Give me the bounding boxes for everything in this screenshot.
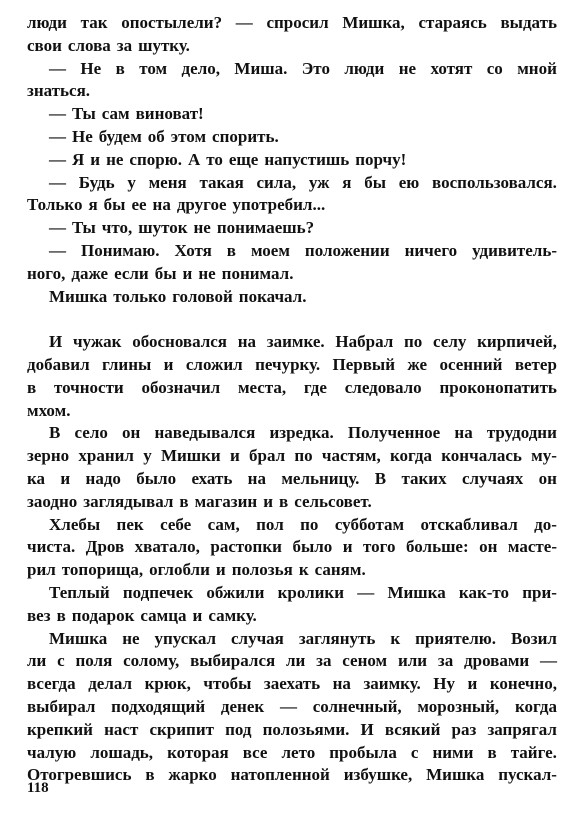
text-line: крепкий наст скрипит под полозьями. И всякий раз запрягал — [27, 719, 557, 739]
text-line: И чужак обосновался на заимке. Набрал по селу кирпичей, — [49, 332, 557, 352]
text-line: мхом. — [27, 400, 71, 420]
text-line: — Не будем об этом спорить. — [49, 126, 279, 146]
text-line: выбирал подходящий денек — солнечный, морозный, когда — [27, 696, 557, 716]
body-text — [27, 12, 557, 787]
text-line: В село он наведывался изредка. Полученное на трудодни — [49, 423, 557, 443]
text-line: Только я бы ее на другое употребил... — [27, 195, 326, 215]
text-line: — Ты что, шуток не понимаешь? — [49, 218, 315, 238]
text-line: — Не в том дело, Миша. Это люди не хотят со мной — [49, 58, 557, 78]
page-number: 118 — [27, 780, 49, 796]
paragraph-gap — [27, 308, 557, 331]
text-line: Хлебы пек себе сам, пол по субботам отскабливал до- — [49, 514, 557, 534]
text-line: в точности обозначил места, где следовало проконопатить — [27, 377, 557, 397]
text-line: — Будь у меня такая сила, уж я бы ею воспользовался. — [49, 172, 557, 192]
text-line: — Ты сам виноват! — [49, 104, 204, 124]
text-line: Отогревшись в жарко натопленной избушке, Мишка пускал- — [27, 765, 557, 785]
text-line: заодно заглядывал в магазин и в сельсовет. — [27, 491, 372, 511]
text-line: — Понимаю. Хотя в моем положении ничего удивитель- — [49, 240, 557, 260]
text-line: чалую лошадь, которая все лето пробыла с ними в тайге. — [27, 742, 557, 762]
text-line: ного, даже если бы и не понимал. — [27, 263, 294, 283]
text-line: ка и надо было ехать на мельницу. В таких случаях он — [27, 468, 557, 488]
text-line: добавил глины и сложил печурку. Первый же осенний ветер — [27, 354, 557, 374]
text-line: знаться. — [27, 81, 91, 101]
text-line: рил топорища, оглобли и полозья к саням. — [27, 560, 366, 580]
text-line: люди так опостылели? — спросил Мишка, стараясь выдать — [27, 13, 557, 32]
text-line: зерно хранил у Мишки и брал по частям, когда кончалась му- — [27, 446, 557, 466]
text-line: Мишка не упускал случая заглянуть к приятелю. Возил — [49, 628, 557, 648]
text-line: ли с поля солому, выбирался ли за сеном или за дровами — — [27, 651, 557, 671]
text-line: чиста. Дров хватало, растопки было и того больше: он масте- — [27, 537, 557, 557]
text-line: всегда делал крюк, чтобы заехать на заимку. Ну и конечно, — [27, 674, 557, 694]
text-line: вез в подарок самца и самку. — [27, 605, 257, 625]
text-line: свои слова за шутку. — [27, 35, 190, 55]
text-line: — Я и не спорю. А то еще напустишь порчу! — [49, 149, 407, 169]
text-line: Мишка только головой покачал. — [49, 286, 307, 306]
text-line: Теплый подпечек обжили кролики — Мишка как-то при- — [49, 582, 557, 602]
